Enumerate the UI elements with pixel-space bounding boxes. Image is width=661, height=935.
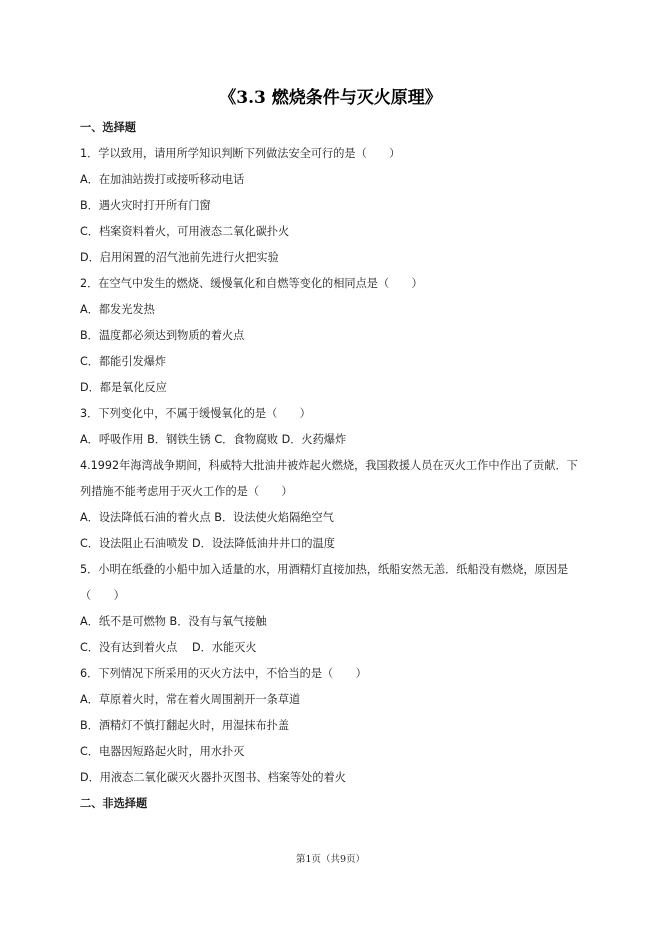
question-5-stem-line-1: 5．小明在纸叠的小船中加入适量的水，用酒精灯直接加热，纸船安然无恙．纸船没有燃烧，原因是 xyxy=(80,563,569,576)
section-header-nonchoice: 二、非选择题 xyxy=(80,797,148,810)
question-2-option-c: C．都能引发爆炸 xyxy=(80,355,167,368)
question-1-option-a: A．在加油站拨打或接听移动电话 xyxy=(80,173,245,186)
question-2-stem: 2．在空气中发生的燃烧、缓慢氧化和自燃等变化的相同点是（ ） xyxy=(80,277,423,290)
question-6-stem: 6．下列情况下所采用的灭火方法中，不恰当的是（ ） xyxy=(80,667,367,680)
document-title: 《3.3 燃烧条件与灭火原理》 xyxy=(219,88,442,108)
question-1-stem: 1．学以致用，请用所学知识判断下列做法安全可行的是（ ） xyxy=(80,147,401,160)
question-1-option-d: D．启用闲置的沼气池前先进行火把实验 xyxy=(80,251,279,264)
question-6-option-d: D．用液态二氧化碳灭火器扑灭图书、档案等处的着火 xyxy=(80,771,346,784)
section-header-choice: 一、选择题 xyxy=(80,121,136,134)
question-3-options: A．呼吸作用 B．钢铁生锈 C．食物腐败 D．火药爆炸 xyxy=(80,433,347,446)
question-5-options-cd: C．没有达到着火点 D．水能灭火 xyxy=(80,641,257,654)
question-6-option-b: B．酒精灯不慎打翻起火时，用湿抹布扑盖 xyxy=(80,719,290,732)
question-3-stem: 3．下列变化中，不属于缓慢氧化的是（ ） xyxy=(80,407,311,420)
question-1-option-c: C．档案资料着火，可用液态二氧化碳扑火 xyxy=(80,225,290,238)
question-6-option-c: C．电器因短路起火时，用水扑灭 xyxy=(80,745,245,758)
page-footer: 第1页（共9页） xyxy=(295,854,366,865)
question-4-stem-line-2: 列措施不能考虑用于灭火工作的是（ ） xyxy=(80,485,293,498)
question-5-options-ab: A．纸不是可燃物 B．没有与氧气接触 xyxy=(80,615,267,628)
question-2-option-a: A．都发光发热 xyxy=(80,303,155,316)
question-2-option-d: D．都是氧化反应 xyxy=(80,381,167,394)
question-6-option-a: A．草原着火时，常在着火周围割开一条草道 xyxy=(80,693,301,706)
question-4-options-cd: C．设法阻止石油喷发 D．设法降低油井井口的温度 xyxy=(80,537,335,550)
question-4-stem-line-1: 4.1992年海湾战争期间，科威特大批油井被炸起火燃烧，我国救援人员在灭火工作中作出了贡献．下 xyxy=(80,459,578,472)
question-1-option-b: B．遇火灾时打开所有门窗 xyxy=(80,199,211,212)
question-5-stem-line-2: （ ） xyxy=(80,589,125,602)
question-4-options-ab: A．设法降低石油的着火点 B．设法使火焰隔绝空气 xyxy=(80,511,334,524)
question-2-option-b: B．温度都必须达到物质的着火点 xyxy=(80,329,245,342)
